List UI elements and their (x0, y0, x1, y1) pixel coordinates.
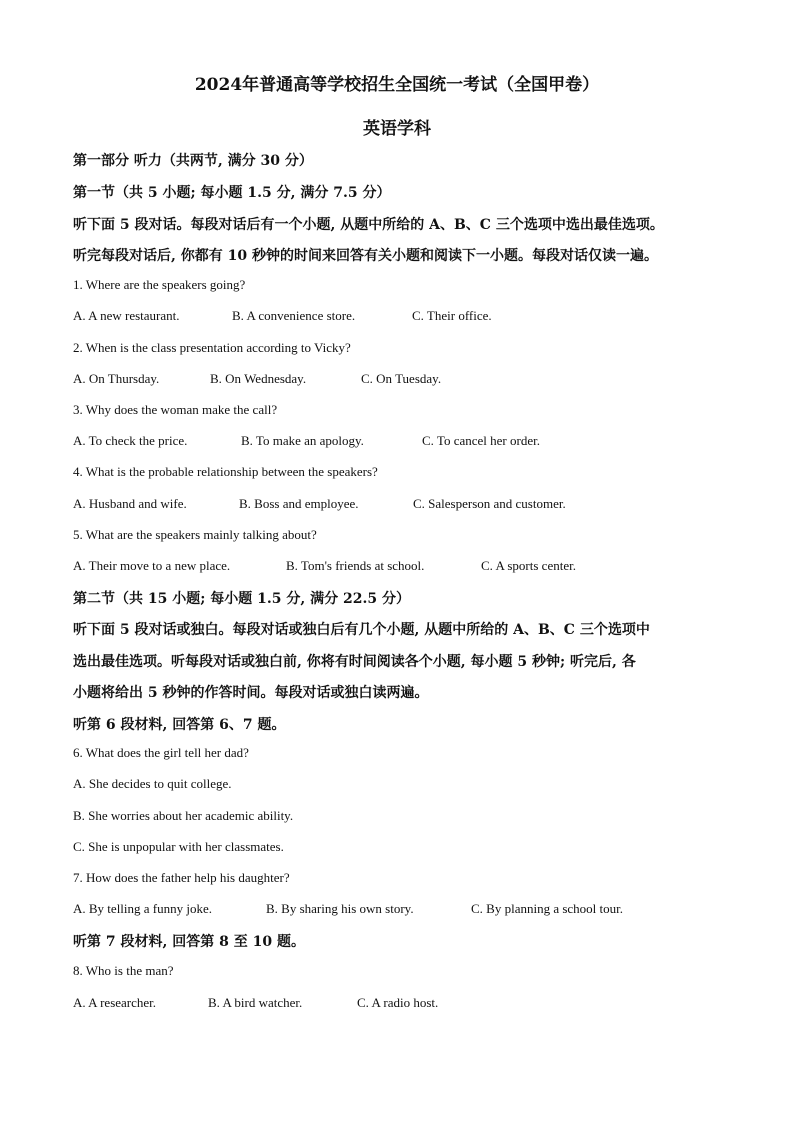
section1-instruction-1: 听下面 5 段对话。每段对话后有一个小题, 从题中所给的 A、B、C 三个选项中选出最佳选项。 (73, 217, 664, 233)
material-7-heading: 听第 7 段材料, 回答第 8 至 10 题。 (73, 934, 305, 950)
q5-option-a: A. Their move to a new place. (73, 558, 231, 573)
q8-option-b: B. A bird watcher. (208, 995, 303, 1010)
q1-option-c: C. Their office. (412, 308, 492, 323)
q2-option-b: B. On Wednesday. (210, 371, 307, 386)
section1-heading: 第一节（共 5 小题; 每小题 1.5 分, 满分 7.5 分） (73, 185, 391, 201)
q3-option-a: A. To check the price. (73, 433, 188, 448)
q6-option-c: C. She is unpopular with her classmates. (73, 839, 284, 854)
question-4: 4. What is the probable relationship between the speakers? (73, 464, 378, 479)
q5-option-b: B. Tom's friends at school. (286, 558, 425, 573)
section2-heading: 第二节（共 15 小题; 每小题 1.5 分, 满分 22.5 分） (73, 591, 410, 607)
question-6: 6. What does the girl tell her dad? (73, 745, 249, 760)
question-1: 1. Where are the speakers going? (73, 277, 246, 292)
q6-option-b: B. She worries about her academic ability. (73, 808, 294, 823)
q7-option-c: C. By planning a school tour. (471, 901, 624, 916)
q4-option-c: C. Salesperson and customer. (413, 496, 566, 511)
q2-option-c: C. On Tuesday. (361, 371, 442, 386)
question-7: 7. How does the father help his daughter? (73, 870, 290, 885)
material-6-heading: 听第 6 段材料, 回答第 6、7 题。 (73, 717, 286, 733)
q7-option-b: B. By sharing his own story. (266, 901, 414, 916)
q4-option-b: B. Boss and employee. (239, 496, 359, 511)
section1-instruction-2: 听完每段对话后, 你都有 10 秒钟的时间来回答有关小题和阅读下一小题。每段对话仅读一遍。 (73, 248, 658, 264)
question-3: 3. Why does the woman make the call? (73, 402, 278, 417)
q2-option-a: A. On Thursday. (73, 371, 160, 386)
q3-option-b: B. To make an apology. (241, 433, 364, 448)
q3-option-c: C. To cancel her order. (422, 433, 540, 448)
part1-heading: 第一部分 听力（共两节, 满分 30 分） (73, 153, 313, 169)
q8-option-a: A. A researcher. (73, 995, 157, 1010)
q8-option-c: C. A radio host. (357, 995, 439, 1010)
section2-instruction-1: 听下面 5 段对话或独白。每段对话或独白后有几个小题, 从题中所给的 A、B、C 三个选项中 (73, 622, 650, 638)
q6-option-a: A. She decides to quit college. (73, 776, 232, 791)
subject-title: 英语学科 (363, 119, 431, 139)
section2-instruction-3: 小题将给出 5 秒钟的作答时间。每段对话或独白读两遍。 (73, 685, 429, 701)
question-2: 2. When is the class presentation according to Vicky? (73, 340, 351, 355)
q7-option-a: A. By telling a funny joke. (73, 901, 213, 916)
q1-option-b: B. A convenience store. (232, 308, 356, 323)
q4-option-a: A. Husband and wife. (73, 496, 187, 511)
exam-title: 2024年普通高等学校招生全国统一考试（全国甲卷） (194, 75, 600, 95)
question-5: 5. What are the speakers mainly talking about? (73, 527, 317, 542)
question-8: 8. Who is the man? (73, 963, 174, 978)
section2-instruction-2: 选出最佳选项。听每段对话或独白前, 你将有时间阅读各个小题, 每小题 5 秒钟; 听完后, 各 (73, 654, 636, 670)
q1-option-a: A. A new restaurant. (73, 308, 180, 323)
q5-option-c: C. A sports center. (481, 558, 576, 573)
